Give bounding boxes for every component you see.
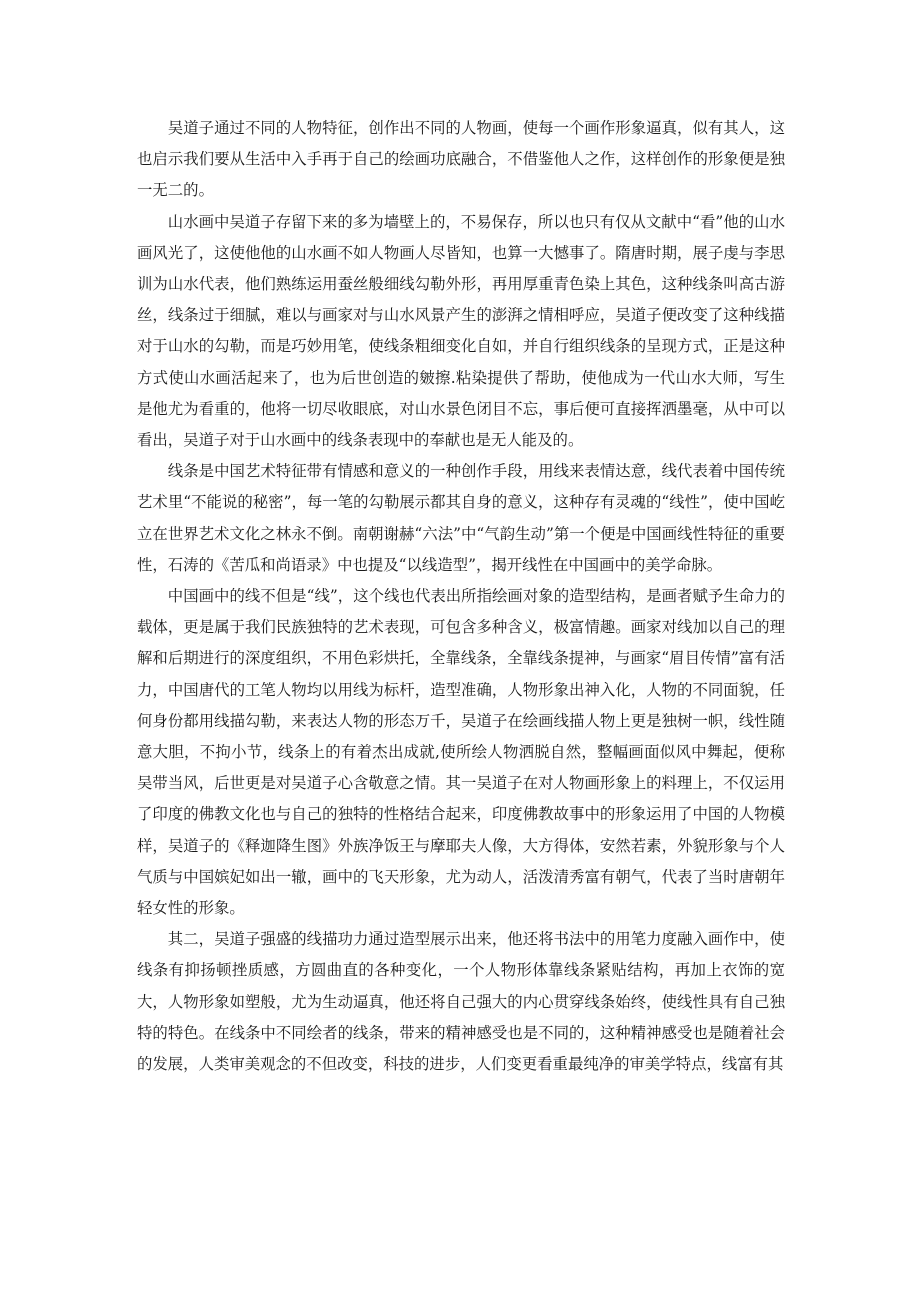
paragraph-line-drawing-skill: 其二，吴道子强盛的线描功力通过造型展示出来，他还将书法中的用笔力度融入画作中，使线条有抑扬顿挫质感，方圆曲直的各种变化，一个人物形体靠线条紧贴结构，再加上衣饰的宽大，人物形象如塑般，尤为生动逼真，他还将自己强大的内心贯穿线条始终，使线性具有自己独特的特色。在线条中不同绘者的线条，带来的精神感受也是不同的，这种精神感受也是随着社会的发展，人类审美观念的不但改变，科技的进步，人们变更看重最纯净的审美学特点，线富有其 <box>137 930 785 1074</box>
document-body <box>137 113 785 1080</box>
paragraph-wu-daozi-figures: 吴道子通过不同的人物特征，创作出不同的人物画，使每一个画作形象逼真，似有其人，这也启示我们要从生活中入手再于自己的绘画功底融合，不借鉴他人之作，这样创作的形象便是独一无二的。 <box>137 119 785 200</box>
paragraph-line-as-art: 线条是中国艺术特征带有情感和意义的一种创作手段，用线来表情达意，线代表着中国传统艺术里“不能说的秘密”，每一笔的勾勒展示都其自身的意义，这种存有灵魂的“线性”，使中国屹立在世界艺术文化之林永不倒。南朝谢赫“六法”中“气韵生动”第一个便是中国画线性特征的重要性，石涛的《苦瓜和尚语录》中也提及“以线造型”，揭开线性在中国画中的美学命脉。 <box>137 462 785 574</box>
paragraph-landscape-painting: 山水画中吴道子存留下来的多为墙壁上的，不易保存，所以也只有仅从文献中“看”他的山水画风光了，这使他他的山水画不如人物画人尽皆知，也算一大憾事了。隋唐时期，展子虔与李思训为山水代表，他们熟练运用蚕丝般细线勾勒外形，再用厚重青色染上其色，这种线条叫高古游丝，线条过于细腻，难以与画家对与山水风景产生的澎湃之情相呼应，吴道子便改变了这种线描对于山水的勾勒，而是巧妙用笔，使线条粗细变化自如，并自行组织线条的呈现方式，正是这种方式使山水画活起来了，也为后世创造的皴擦.粘染提供了帮助，使他成为一代山水大师，写生是他尤为看重的，他将一切尽收眼底，对山水景色闭目不忘，事后便可直接挥洒墨毫，从中可以看出，吴道子对于山水画中的线条表现中的奉献也是无人能及的。 <box>137 212 785 450</box>
paragraph-line-in-chinese-painting: 中国画中的线不但是“线”，这个线也代表出所指绘画对象的造型结构，是画者赋予生命力的载体，更是属于我们民族独特的艺术表现，可包含多种含义，极富情趣。画家对线加以自己的理解和后期进行的深度组织，不用色彩烘托，全靠线条，全靠线条提神，与画家“眉目传情”富有活力，中国唐代的工笔人物均以用线为标杆，造型准确，人物形象出神入化，人物的不同面貌，任何身份都用线描勾勒，来表达人物的形态万千，吴道子在绘画线描人物上更是独树一帜，线性随意大胆，不拘小节，线条上的有着杰出成就,使所绘人物洒脱自然，整幅画面似风中舞起，便称吴带当风，后世更是对吴道子心含敬意之情。其一吴道子在对人物画形象上的料理上，不仅运用了印度的佛教文化也与自己的独特的性格结合起来，印度佛教故事中的形象运用了中国的人物模样，吴道子的《释迦降生图》外族净饭王与摩耶夫人像，大方得体，安然若素，外貌形象与个人气质与中国嫔妃如出一辙，画中的飞天形象，尤为动人，活泼清秀富有朝气，代表了当时唐朝年轻女性的形象。 <box>137 587 785 918</box>
